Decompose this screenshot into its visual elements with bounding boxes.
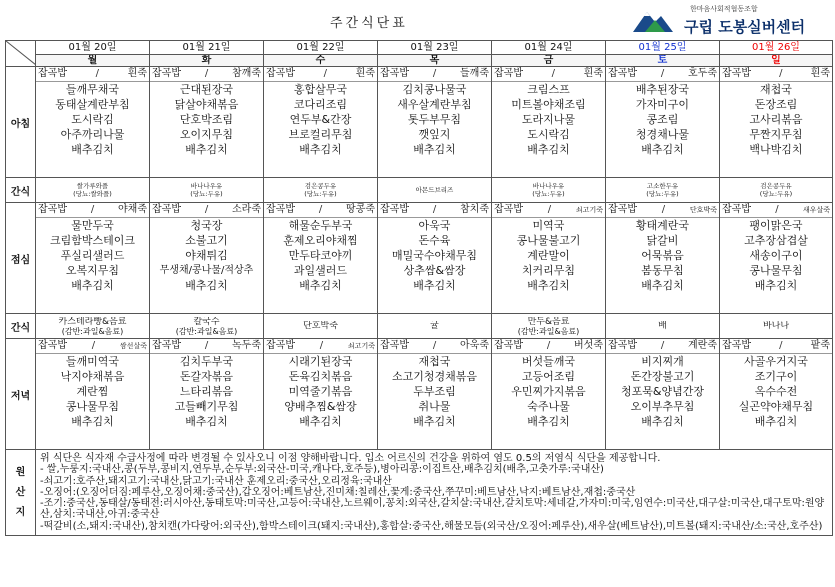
rice-porridge-line <box>150 203 263 218</box>
menu-item: 치커리무침 <box>521 264 576 277</box>
corner-cell <box>6 41 36 67</box>
rice-label: 잡곡밥 <box>380 68 409 79</box>
menu-item: 동태살계란부침 <box>55 98 130 111</box>
snack-cell <box>606 314 720 339</box>
snack-item: 아몬드브리즈 <box>415 186 454 194</box>
menu-item: 배추김치 <box>185 415 228 428</box>
breakfast-row <box>6 67 833 178</box>
menu-item: 브로컬리무침 <box>288 128 353 141</box>
rice-label: 잡곡밥 <box>266 68 295 79</box>
lunch-cell <box>720 203 833 314</box>
snack-diabetic-note: (감반:과일&음료) <box>175 326 238 336</box>
rice-label: 잡곡밥 <box>38 68 67 79</box>
menu-item: 봄동무침 <box>641 264 684 277</box>
menu-item: 고등어조림 <box>521 370 576 383</box>
menu-item: 팽이맑은국 <box>749 219 803 232</box>
porridge-label: 팥죽 <box>810 340 830 351</box>
date-cell: 01월 21일 <box>150 41 264 55</box>
dinner-row <box>6 339 833 450</box>
menu-item: 배추김치 <box>641 415 684 428</box>
snack-cell <box>264 178 378 203</box>
lunch-cell <box>606 203 720 314</box>
rice-porridge-line <box>378 339 491 354</box>
porridge-label: 흰죽 <box>127 68 147 79</box>
porridge-label: 소라죽 <box>232 204 261 215</box>
snack-cell <box>378 178 492 203</box>
menu-item: 우민찌가지볶음 <box>511 385 586 398</box>
snack-item: 단호박죽 <box>303 321 338 331</box>
menu-item: 무짠지무침 <box>749 128 803 141</box>
menu-item: 양배추찜&쌈장 <box>284 400 357 413</box>
date-row <box>6 41 833 55</box>
snack-cell <box>36 314 150 339</box>
menu-item: 어묵볶음 <box>641 249 684 262</box>
dinner-cell <box>264 339 378 450</box>
weekday-cell: 화 <box>150 55 264 67</box>
date-cell: 01월 22일 <box>264 41 378 55</box>
porridge-label: 새우살죽 <box>802 206 830 214</box>
slash: / <box>775 204 779 215</box>
snack-item: 배 <box>658 321 667 331</box>
breakfast-cell <box>720 67 833 178</box>
breakfast-cell <box>378 67 492 178</box>
menu-item: 새송이구이 <box>749 249 803 262</box>
rice-label: 잡곡밥 <box>266 204 295 215</box>
menu-item: 사골우거지국 <box>744 355 808 368</box>
origin-line: -쇠고기:호주산,돼지고기:국내산,닭고기:국내산 훈제오리:중국산,오리정육:국내산 <box>40 475 392 487</box>
porridge-label: 아욱죽 <box>460 340 489 351</box>
menu-item: 배추김치 <box>185 143 228 156</box>
menu-item: 들깨무채국 <box>65 83 120 96</box>
menu-item: 청포묵&양념간장 <box>621 385 704 398</box>
menu-item: 닭살야채볶음 <box>174 98 239 111</box>
snack-diabetic-note: (감반:과일&음료) <box>517 326 580 336</box>
slash: / <box>204 68 209 79</box>
snack-cell <box>720 314 833 339</box>
rice-porridge-line <box>720 67 832 82</box>
snack-cell <box>606 178 720 203</box>
origin-line: - 쌀,누룽지:국내산,콩(두부,콩비지,연두부,순두부:외국산-미국,캐나다,호주등),병아리콩:이집트산,배추김치(배추,고춧가루:국내산) <box>40 464 604 476</box>
menu-item: 콩조림 <box>646 113 679 126</box>
snack-cell <box>378 314 492 339</box>
breakfast-cell <box>150 67 264 178</box>
porridge-label: 단호박죽 <box>689 206 717 214</box>
snack-cell <box>492 178 606 203</box>
weekly-menu-table <box>5 40 833 536</box>
weekday-cell: 일 <box>720 55 833 67</box>
menu-item: 고들빼기무침 <box>174 400 239 413</box>
snack_am-row <box>6 178 833 203</box>
rice-porridge-line <box>492 339 605 354</box>
rice-label: 잡곡밥 <box>494 204 523 215</box>
menu-item: 콩나물불고기 <box>516 234 581 247</box>
date-cell: 01월 23일 <box>378 41 492 55</box>
menu-item: 코다리조림 <box>293 98 348 111</box>
rice-label: 잡곡밥 <box>266 340 295 351</box>
slash: / <box>323 68 328 79</box>
date-cell: 01월 24일 <box>492 41 606 55</box>
origin-line: -떡갈비(소,돼지:국내산),참치캔(가다랑어:외국산),함박스테이크(돼지:국내산),홍합살:중국산,해물모듬(외국산/오징어:페루산),새우살(베트남산),미트볼(돼지:국내산/소:국산,호주산) <box>40 520 823 532</box>
menu-item: 배추김치 <box>641 279 684 292</box>
snack-item: 검은콩두유 <box>304 182 337 190</box>
date-cell: 01월 20일 <box>36 41 150 55</box>
breakfast-label: 아침 <box>6 67 36 178</box>
menu-item: 소불고기 <box>185 234 228 247</box>
porridge-label: 녹두죽 <box>232 340 261 351</box>
menu-item: 도시락김 <box>527 128 570 141</box>
menu-item: 배추김치 <box>299 415 342 428</box>
origin-line: -조기:중국산,동태살/동태전:러시아산,동태토막:미국산,고등어:국내산,노르웨이,꽁치:외국산,갈치살:국내산,갈치토막:세네갈,가자미:미국,임연수:미국산,대구살:미국산,대구토막:원양산,삼치:국내산,아귀:중국산 <box>40 498 825 521</box>
menu-item: 황태계란국 <box>635 219 690 232</box>
rice-porridge-line <box>378 203 491 218</box>
menu-item: 청국장 <box>190 219 223 232</box>
rice-label: 잡곡밥 <box>608 204 637 215</box>
slash: / <box>660 68 665 79</box>
rice-label: 잡곡밥 <box>38 204 67 215</box>
porridge-label: 야채죽 <box>118 204 147 215</box>
menu-item: 배추김치 <box>185 279 228 292</box>
porridge-label: 계란죽 <box>688 340 717 351</box>
rice-porridge-line <box>606 339 719 354</box>
menu-item: 해물순두부국 <box>288 219 353 232</box>
slash: / <box>91 340 96 351</box>
snack-item: 바나나우유 <box>190 182 223 190</box>
origin-line: -오징어:(오징어더짐:페루산,오징어채:중국산),갑오징어:베트남산,진미채:칠레산,꽃게:중국산,쭈꾸미:베트남산,낙지:베트남산,재첩:중국산 <box>40 486 636 498</box>
rice-porridge-line <box>36 203 149 218</box>
snack-diabetic-note: (당뇨:두유) <box>646 190 679 198</box>
menu-item: 돈장조림 <box>754 98 798 111</box>
lunch-label: 점심 <box>6 203 36 314</box>
menu-item: 도시락김 <box>71 113 114 126</box>
rice-porridge-line <box>36 67 149 82</box>
menu-item: 깻잎지 <box>418 128 451 141</box>
mountain-logo-icon <box>631 6 675 34</box>
menu-notice: 위 식단은 식자재 수급사정에 따라 변경될 수 있사오니 이점 양해바랍니다. 입소 어르신의 건강을 위하여 염도 0.5의 저염식 식단을 제공합니다. <box>40 453 661 464</box>
snack-cell <box>720 178 833 203</box>
menu-item: 조기구이 <box>754 370 798 383</box>
menu-item: 오복지무침 <box>65 264 120 277</box>
lunch-cell <box>264 203 378 314</box>
page-title: 주간식단표 <box>330 16 408 31</box>
menu-item: 매밀국수야채무침 <box>391 249 477 262</box>
snack-label: 간식 <box>6 178 36 203</box>
slash: / <box>432 68 437 79</box>
menu-item: 배추김치 <box>299 279 342 292</box>
lunch-cell <box>378 203 492 314</box>
menu-item: 톳두부무침 <box>407 113 462 126</box>
menu-item: 미역줄기볶음 <box>288 385 353 398</box>
porridge-label: 흰죽 <box>355 68 375 79</box>
slash: / <box>660 340 665 351</box>
rice-label: 잡곡밥 <box>152 68 181 79</box>
menu-item: 돈수육 <box>418 234 451 247</box>
menu-item: 배추김치 <box>413 279 456 292</box>
menu-item: 미트볼야채조림 <box>511 98 586 111</box>
menu-item: 낙지야채볶음 <box>60 370 125 383</box>
snack-item: 만두&음료 <box>527 316 570 327</box>
menu-item: 옥수수전 <box>754 385 798 398</box>
snack-item: 귤 <box>430 321 439 331</box>
rice-label: 잡곡밥 <box>608 68 637 79</box>
menu-item: 오이부추무침 <box>630 400 695 413</box>
snack-label: 간식 <box>6 314 36 339</box>
rice-label: 잡곡밥 <box>722 340 751 351</box>
menu-item: 배추김치 <box>527 279 570 292</box>
rice-label: 잡곡밥 <box>494 68 523 79</box>
porridge-label: 들깨죽 <box>460 68 489 79</box>
menu-item: 상추쌈&쌈장 <box>403 264 466 277</box>
menu-item: 과일샐러드 <box>293 264 348 277</box>
menu-item: 배추김치 <box>527 415 570 428</box>
snack-cell <box>264 314 378 339</box>
slash: / <box>432 340 437 351</box>
menu-item: 실곤약야채무침 <box>738 400 814 413</box>
menu-item: 김치콩나물국 <box>402 83 467 96</box>
slash: / <box>432 204 437 215</box>
porridge-label: 참치죽 <box>460 204 489 215</box>
org-name: 구립 도봉실버센터 <box>684 18 806 36</box>
rice-porridge-line <box>264 203 377 218</box>
snack-diabetic-note: (감반:과일&음료) <box>61 326 124 336</box>
menu-item: 배추김치 <box>71 415 114 428</box>
porridge-label: 땅콩죽 <box>346 204 375 215</box>
menu-item: 콩나물무침 <box>65 400 120 413</box>
rice-porridge-line <box>606 67 719 82</box>
menu-item: 배추김치 <box>641 143 684 156</box>
menu-item: 숙주나물 <box>527 400 570 413</box>
snack-cell <box>36 178 150 203</box>
porridge-label: 쌈선살죽 <box>119 342 147 350</box>
rice-porridge-line <box>606 203 719 218</box>
snack-item: 카스테라빵&음료 <box>58 316 127 327</box>
rice-porridge-line <box>378 67 491 82</box>
rice-label: 잡곡밥 <box>38 340 67 351</box>
rice-porridge-line <box>720 203 832 218</box>
rice-label: 잡곡밥 <box>152 340 181 351</box>
lunch-cell <box>36 203 150 314</box>
menu-item: 크림함박스테이크 <box>49 234 135 247</box>
rice-label: 잡곡밥 <box>380 204 409 215</box>
menu-item: 배추김치 <box>754 415 798 428</box>
menu-item: 무생채/콩나물/적상추 <box>159 265 254 276</box>
menu-item: 새우살계란부침 <box>397 98 472 111</box>
menu-item: 배추김치 <box>754 279 798 292</box>
slash: / <box>90 204 95 215</box>
snack-cell <box>150 314 264 339</box>
rice-porridge-line <box>150 67 263 82</box>
snack-item: 검은콩두유 <box>760 182 792 190</box>
menu-item: 돈육김치볶음 <box>288 370 353 383</box>
menu-item: 미역국 <box>532 219 565 232</box>
menu-item: 도라지나물 <box>521 113 576 126</box>
rice-label: 잡곡밥 <box>152 204 181 215</box>
menu-item: 연두부&간장 <box>289 113 352 126</box>
menu-item: 느타리볶음 <box>179 385 234 398</box>
origin-label: 원 산 지 <box>6 450 36 536</box>
snack-diabetic-note: (당뇨:두유) <box>304 190 337 198</box>
menu-item: 재첩국 <box>418 355 451 368</box>
weekday-row <box>6 55 833 67</box>
porridge-label: 흰죽 <box>810 68 830 79</box>
menu-item: 고추장삼겹살 <box>744 234 808 247</box>
dinner-cell <box>150 339 264 450</box>
menu-item: 취나물 <box>418 400 451 413</box>
snack-diabetic-note: (당뇨:두유) <box>190 190 223 198</box>
menu-item: 배추김치 <box>71 143 114 156</box>
menu-item: 계란말이 <box>527 249 570 262</box>
rice-porridge-line <box>150 339 263 354</box>
lunch-row <box>6 203 833 314</box>
weekday-cell: 월 <box>36 55 150 67</box>
menu-item: 콩나물무침 <box>749 264 803 277</box>
menu-item: 시래기된장국 <box>288 355 353 368</box>
porridge-label: 쇠고기죽 <box>347 342 375 350</box>
weekday-cell: 수 <box>264 55 378 67</box>
dinner-label: 저녁 <box>6 339 36 450</box>
lunch-cell <box>492 203 606 314</box>
slash: / <box>779 68 783 79</box>
date-cell: 01월 25일 <box>606 41 720 55</box>
snack-diabetic-note: (당뇨:두유) <box>532 190 565 198</box>
porridge-label: 버섯죽 <box>574 340 603 351</box>
dinner-cell <box>720 339 833 450</box>
menu-item: 배추김치 <box>299 143 342 156</box>
dinner-cell <box>606 339 720 450</box>
menu-item: 야채튀김 <box>185 249 228 262</box>
snack-item: 바나나 <box>762 321 790 331</box>
menu-item: 단호박조림 <box>179 113 234 126</box>
snack-diabetic-note: (당뇨:두유) <box>759 190 793 198</box>
menu-item: 홍합살무국 <box>293 83 348 96</box>
menu-item: 재첩국 <box>760 83 792 96</box>
menu-item: 고사리볶음 <box>749 113 803 126</box>
date-cell: 01월 26일 <box>720 41 833 55</box>
slash: / <box>546 340 551 351</box>
rice-label: 잡곡밥 <box>722 204 751 215</box>
weekday-cell: 금 <box>492 55 606 67</box>
menu-item: 백나박김치 <box>749 143 803 156</box>
menu-item: 돈간장불고기 <box>630 370 695 383</box>
menu-item: 들깨미역국 <box>65 355 120 368</box>
porridge-label: 흰죽 <box>583 68 603 79</box>
rice-porridge-line <box>36 339 149 354</box>
menu-item: 소고기청경채볶음 <box>391 370 477 383</box>
rice-porridge-line <box>492 203 605 218</box>
menu-item: 두부조림 <box>413 385 456 398</box>
dinner-cell <box>492 339 606 450</box>
menu-item: 가자미구이 <box>635 98 690 111</box>
snack-cell <box>492 314 606 339</box>
weekday-cell: 목 <box>378 55 492 67</box>
menu-item: 배추된장국 <box>635 83 690 96</box>
weekday-cell: 토 <box>606 55 720 67</box>
menu-item: 배추김치 <box>71 279 114 292</box>
rice-porridge-line <box>264 339 377 354</box>
rice-label: 잡곡밥 <box>494 340 523 351</box>
org-subtitle: 한마음사회적협동조합 <box>690 5 758 13</box>
menu-item: 닭갈비 <box>646 234 679 247</box>
dinner-cell <box>36 339 150 450</box>
menu-item: 배추김치 <box>527 143 570 156</box>
menu-item: 오이지무침 <box>179 128 234 141</box>
breakfast-cell <box>264 67 378 178</box>
menu-item: 버섯들깨국 <box>521 355 576 368</box>
slash: / <box>319 340 324 351</box>
snack-item: 칼국수 <box>193 316 220 327</box>
slash: / <box>779 340 783 351</box>
rice-porridge-line <box>720 339 832 354</box>
page-header <box>0 0 835 40</box>
menu-item: 훈제오리야채찜 <box>283 234 358 247</box>
snack-diabetic-note: (당뇨:쌀와플) <box>73 190 112 198</box>
menu-item: 배추김치 <box>413 143 456 156</box>
slash: / <box>204 340 209 351</box>
menu-item: 비지찌개 <box>641 355 684 368</box>
rice-label: 잡곡밥 <box>722 68 751 79</box>
porridge-label: 참깨죽 <box>232 68 261 79</box>
rice-label: 잡곡밥 <box>380 340 409 351</box>
menu-item: 물만두국 <box>71 219 114 232</box>
menu-item: 크림스프 <box>527 83 570 96</box>
snack-item: 쌀가루와플 <box>76 182 109 190</box>
breakfast-cell <box>606 67 720 178</box>
rice-porridge-line <box>264 67 377 82</box>
origin-notes <box>36 450 833 536</box>
menu-item: 근대된장국 <box>179 83 234 96</box>
porridge-label: 호두죽 <box>688 68 717 79</box>
slash: / <box>661 204 666 215</box>
breakfast-cell <box>36 67 150 178</box>
menu-item: 돈갈자볶음 <box>179 370 234 383</box>
slash: / <box>547 204 552 215</box>
snack_pm-row <box>6 314 833 339</box>
dinner-cell <box>378 339 492 450</box>
slash: / <box>551 68 556 79</box>
slash: / <box>95 68 100 79</box>
rice-label: 잡곡밥 <box>608 340 637 351</box>
slash: / <box>204 204 209 215</box>
breakfast-cell <box>492 67 606 178</box>
rice-porridge-line <box>492 67 605 82</box>
menu-item: 계란찜 <box>76 385 109 398</box>
menu-item: 배추김치 <box>413 415 456 428</box>
slash: / <box>318 204 323 215</box>
menu-item: 푸실리샐러드 <box>60 249 125 262</box>
menu-item: 김치두부국 <box>179 355 234 368</box>
snack-item: 바나나우유 <box>532 182 565 190</box>
menu-item: 아욱국 <box>418 219 451 232</box>
menu-item: 청경채나물 <box>635 128 690 141</box>
snack-cell <box>150 178 264 203</box>
lunch-cell <box>150 203 264 314</box>
snack-item: 고소한두유 <box>646 182 679 190</box>
menu-item: 아주까리나물 <box>60 128 125 141</box>
menu-item: 만두타코야끼 <box>288 249 353 262</box>
origin-row <box>6 450 833 536</box>
porridge-label: 쇠고기죽 <box>575 206 603 214</box>
